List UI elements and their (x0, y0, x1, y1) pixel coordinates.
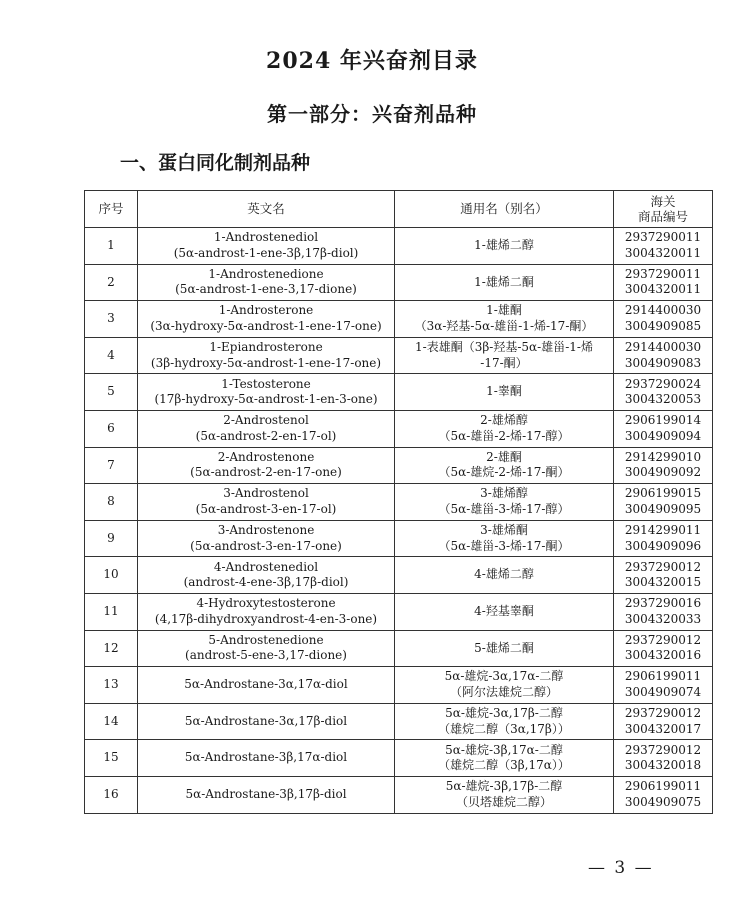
cell-index (85, 447, 138, 484)
cell-common (395, 264, 614, 301)
col-header-index: 序号 (85, 191, 138, 228)
table-row (85, 557, 713, 594)
table-row (85, 740, 713, 777)
customs-code-1: 2914400030 (624, 340, 702, 355)
cell-code (614, 520, 713, 557)
cell-index (85, 557, 138, 594)
cell-english (138, 520, 395, 557)
customs-code-2: 3004320017 (624, 721, 702, 736)
customs-code-1: 2937290011 (624, 266, 702, 281)
part-heading: 第一部分：兴奋剂品种 (267, 102, 477, 126)
common-name: 1-雄烯二酮 (474, 274, 534, 289)
customs-code-1: 2914299010 (624, 449, 702, 464)
english-name: 3-Androstenone (217, 523, 315, 538)
cell-code (614, 337, 713, 374)
customs-code-2: 3004909094 (624, 428, 702, 443)
customs-code-1: 2937290012 (624, 632, 702, 647)
table-row (85, 630, 713, 667)
common-name-alias: （阿尔法雄烷二醇） (449, 684, 558, 699)
customs-code-1: 2906199011 (624, 669, 702, 684)
cell-code (614, 593, 713, 630)
customs-code-1: 2937290016 (624, 596, 702, 611)
common-name: 3-雄烯酮 (480, 523, 528, 538)
common-name: 1-睾酮 (486, 384, 522, 399)
common-name: 5-雄烯二酮 (474, 640, 534, 655)
cell-code (614, 374, 713, 411)
common-name: 5α-雄烷-3β,17β-二醇 (445, 779, 563, 794)
cell-english (138, 667, 395, 704)
cell-common (395, 667, 614, 704)
customs-code-1: 2906199011 (624, 779, 702, 794)
table-body (85, 228, 713, 814)
cell-index (85, 374, 138, 411)
cell-common (395, 630, 614, 667)
customs-code-1: 2937290024 (624, 376, 702, 391)
row-index: 5 (107, 384, 115, 399)
customs-code-2: 3004909085 (624, 318, 702, 333)
cell-english (138, 264, 395, 301)
col-header-code (614, 191, 713, 228)
english-name: 5-Androstenedione (208, 632, 324, 647)
table-row (85, 264, 713, 301)
common-name: 4-羟基睾酮 (474, 603, 534, 618)
common-name-alias: （5α-雄烷-2-烯-17-酮） (438, 465, 570, 480)
common-name-alias: （3α-羟基-5α-雄甾-1-烯-17-酮） (414, 318, 594, 333)
english-name: 5α-Androstane-3α,17α-diol (184, 677, 348, 692)
table-row (85, 667, 713, 704)
english-chemical-name: (5α-androst-1-ene-3,17-dione) (175, 282, 357, 297)
cell-index (85, 593, 138, 630)
cell-index (85, 264, 138, 301)
cell-english (138, 228, 395, 265)
table-row (85, 228, 713, 265)
table-row (85, 484, 713, 521)
cell-common (395, 740, 614, 777)
english-chemical-name: (3α-hydroxy-5α-androst-1-ene-17-one) (150, 318, 382, 333)
common-name: 4-雄烯二醇 (474, 567, 534, 582)
table-row (85, 447, 713, 484)
english-name: 1-Androstenediol (213, 230, 319, 245)
row-index: 10 (103, 567, 119, 582)
english-chemical-name: (5α-androst-1-ene-3β,17β-diol) (173, 245, 359, 260)
cell-english (138, 410, 395, 447)
col-header-english: 英文名 (138, 191, 395, 228)
customs-code-2: 3004320011 (624, 245, 702, 260)
cell-english (138, 447, 395, 484)
english-chemical-name: (3β-hydroxy-5α-androst-1-ene-17-one) (150, 355, 382, 370)
cell-common (395, 484, 614, 521)
english-name: 5α-Androstane-3β,17α-diol (184, 750, 348, 765)
customs-code-2: 3004320015 (624, 575, 702, 590)
customs-code-2: 3004320011 (624, 282, 702, 297)
cell-code (614, 740, 713, 777)
cell-index (85, 410, 138, 447)
english-chemical-name: (5α-androst-3-en-17-ol) (195, 501, 337, 516)
common-name-alias: （5α-雄甾-3-烯-17-醇） (438, 501, 570, 516)
col-header-code-line2: 商品编号 (637, 209, 688, 224)
row-index: 15 (103, 750, 119, 765)
cell-common (395, 337, 614, 374)
customs-code-1: 2914400030 (624, 303, 702, 318)
common-name: 5α-雄烷-3β,17α-二醇 (445, 742, 563, 757)
cell-code (614, 667, 713, 704)
table-row (85, 337, 713, 374)
cell-common (395, 374, 614, 411)
customs-code-2: 3004320053 (624, 392, 702, 407)
customs-code-2: 3004320033 (624, 611, 702, 626)
english-name: 1-Testosterone (221, 376, 311, 391)
cell-index (85, 667, 138, 704)
english-chemical-name: (androst-4-ene-3β,17β-diol) (183, 575, 349, 590)
english-name: 4-Androstenediol (213, 559, 319, 574)
cell-code (614, 228, 713, 265)
cell-code (614, 484, 713, 521)
common-name-alias: -17-酮） (480, 355, 528, 370)
english-name: 1-Androstenedione (208, 266, 324, 281)
cell-common (395, 776, 614, 813)
customs-code-2: 3004909096 (624, 538, 702, 553)
cell-english (138, 776, 395, 813)
row-index: 13 (103, 677, 119, 692)
common-name-alias: （5α-雄甾-2-烯-17-醇） (438, 428, 570, 443)
cell-common (395, 703, 614, 740)
row-index: 12 (103, 640, 119, 655)
cell-english (138, 557, 395, 594)
cell-code (614, 410, 713, 447)
common-name-alias: （雄烷二醇（3α,17β）） (438, 721, 570, 736)
english-name: 3-Androstenol (223, 486, 309, 501)
english-chemical-name: (4,17β-dihydroxyandrost-4-en-3-one) (154, 611, 378, 626)
substance-table (84, 190, 713, 814)
table-row (85, 703, 713, 740)
page-number: — 3 — (588, 858, 654, 878)
row-index: 16 (103, 786, 119, 801)
row-index: 2 (107, 274, 115, 289)
cell-common (395, 410, 614, 447)
customs-code-2: 3004909095 (624, 501, 702, 516)
customs-code-1: 2914299011 (624, 523, 702, 538)
english-name: 5α-Androstane-3β,17β-diol (185, 786, 347, 801)
cell-common (395, 447, 614, 484)
customs-code-2: 3004320018 (624, 758, 702, 773)
section-heading: 一、蛋白同化制剂品种 (120, 152, 311, 174)
cell-common (395, 593, 614, 630)
cell-index (85, 776, 138, 813)
cell-code (614, 447, 713, 484)
english-chemical-name: (5α-androst-3-en-17-one) (190, 538, 342, 553)
common-name: 2-雄酮 (486, 449, 522, 464)
customs-code-2: 3004909092 (624, 465, 702, 480)
common-name: 1-雄烯二醇 (474, 238, 534, 253)
common-name: 3-雄烯醇 (480, 486, 528, 501)
common-name: 2-雄烯醇 (480, 413, 528, 428)
customs-code-1: 2937290012 (624, 706, 702, 721)
document-title: 2024 年兴奋剂目录 (266, 48, 478, 74)
english-chemical-name: (androst-5-ene-3,17-dione) (185, 648, 347, 663)
common-name-alias: （雄烷二醇（3β,17α）） (438, 758, 570, 773)
table-row (85, 520, 713, 557)
cell-code (614, 264, 713, 301)
cell-english (138, 630, 395, 667)
cell-english (138, 484, 395, 521)
cell-code (614, 703, 713, 740)
english-chemical-name: (5α-androst-2-en-17-one) (190, 465, 342, 480)
row-index: 3 (107, 311, 115, 326)
cell-index (85, 520, 138, 557)
cell-index (85, 337, 138, 374)
cell-index (85, 703, 138, 740)
row-index: 11 (103, 603, 119, 618)
cell-code (614, 776, 713, 813)
customs-code-1: 2937290012 (624, 742, 702, 757)
cell-index (85, 228, 138, 265)
table-row (85, 410, 713, 447)
customs-code-1: 2906199014 (624, 413, 702, 428)
table-row (85, 593, 713, 630)
row-index: 14 (103, 713, 119, 728)
customs-code-2: 3004909074 (624, 684, 702, 699)
cell-english (138, 301, 395, 338)
english-chemical-name: (17β-hydroxy-5α-androst-1-en-3-one) (154, 392, 378, 407)
cell-index (85, 301, 138, 338)
cell-common (395, 301, 614, 338)
english-name: 1-Androsterone (218, 303, 314, 318)
cell-index (85, 630, 138, 667)
common-name-alias: （5α-雄甾-3-烯-17-酮） (438, 538, 570, 553)
customs-code-1: 2937290012 (624, 559, 702, 574)
cell-index (85, 484, 138, 521)
cell-common (395, 228, 614, 265)
english-name: 2-Androstenone (217, 449, 315, 464)
customs-code-2: 3004909075 (624, 794, 702, 809)
english-name: 2-Androstenol (223, 413, 309, 428)
cell-english (138, 374, 395, 411)
table-row (85, 301, 713, 338)
cell-english (138, 337, 395, 374)
table-header-row (85, 191, 713, 228)
table-row (85, 374, 713, 411)
cell-english (138, 740, 395, 777)
customs-code-1: 2906199015 (624, 486, 702, 501)
row-index: 1 (107, 238, 115, 253)
common-name: 1-表雄酮（3β-羟基-5α-雄甾-1-烯 (415, 340, 593, 355)
col-header-code-line1: 海关 (650, 193, 676, 209)
cell-english (138, 703, 395, 740)
cell-common (395, 557, 614, 594)
cell-english (138, 593, 395, 630)
common-name-alias: （贝塔雄烷二醇） (455, 794, 552, 809)
english-name: 4-Hydroxytestosterone (196, 596, 336, 611)
cell-common (395, 520, 614, 557)
customs-code-2: 3004909083 (624, 355, 702, 370)
row-index: 8 (107, 494, 115, 509)
common-name: 5α-雄烷-3α,17α-二醇 (444, 669, 564, 684)
row-index: 4 (107, 347, 115, 362)
english-chemical-name: (5α-androst-2-en-17-ol) (195, 428, 337, 443)
row-index: 6 (107, 421, 115, 436)
cell-code (614, 301, 713, 338)
table-row (85, 776, 713, 813)
customs-code-2: 3004320016 (624, 648, 702, 663)
cell-index (85, 740, 138, 777)
row-index: 7 (107, 457, 115, 472)
common-name: 1-雄酮 (486, 303, 522, 318)
english-name: 5α-Androstane-3α,17β-diol (184, 713, 348, 728)
common-name: 5α-雄烷-3α,17β-二醇 (445, 706, 563, 721)
cell-code (614, 630, 713, 667)
customs-code-1: 2937290011 (624, 230, 702, 245)
cell-code (614, 557, 713, 594)
english-name: 1-Epiandrosterone (209, 340, 323, 355)
col-header-common: 通用名（别名） (395, 191, 614, 228)
row-index: 9 (107, 530, 115, 545)
